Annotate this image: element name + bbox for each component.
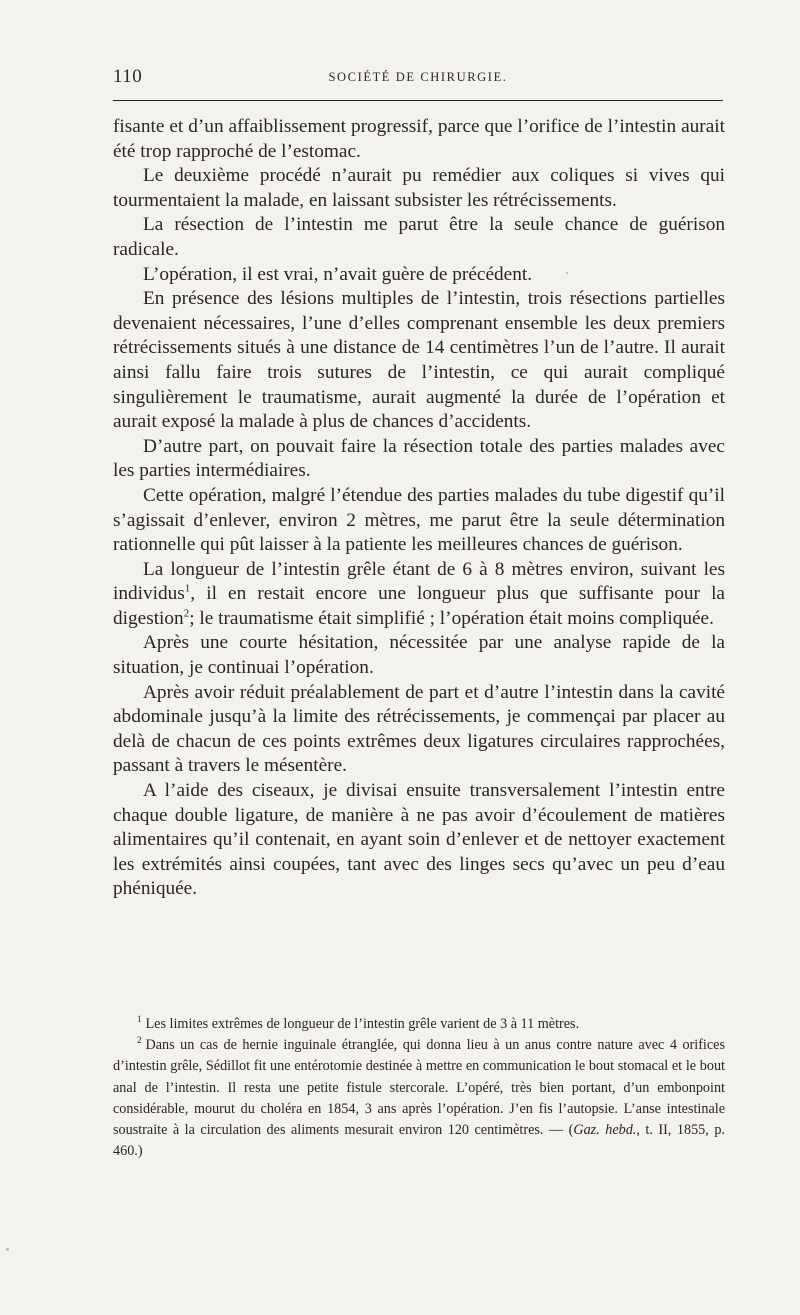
paragraph: Après une courte hésitation, nécessitée par une analyse rapide de la situation, je continuai l’opération. bbox=[113, 632, 725, 679]
paragraph: D’autre part, on pouvait faire la résection totale des parties malades avec les parties intermédiaires. bbox=[113, 435, 725, 482]
footnote bbox=[113, 1035, 725, 1162]
footnote-mark: 1 bbox=[137, 1014, 142, 1025]
footnote bbox=[113, 1014, 725, 1035]
paragraph-text: , il en restait encore une longueur plus que suffisante pour la digestion bbox=[113, 583, 725, 629]
footnotes bbox=[113, 1014, 725, 1162]
paper-speck bbox=[566, 272, 568, 274]
footnote-ref: 2 bbox=[183, 607, 190, 620]
footnote-text: Dans un cas de hernie inguinale étranglée, qui donna lieu à un anus contre nature avec 4 orifices d’intestin grêle, Sédillot fit une entérotomie destinée à mettre en communication le bout stomacal et le bout anal de l’intestin. Il resta une petite fistule stercorale. L’opéré, très bien portant, d’un embonpoint considérable, mourut du choléra en 1854, 3 ans après l’opération. J’en fis l’autopsie. L’anse intestinale soustraite à la circulation des aliments mesurait environ 120 centimètres. — ( bbox=[113, 1037, 725, 1139]
page-number: 110 bbox=[113, 66, 143, 87]
paragraph bbox=[113, 558, 725, 632]
paragraph-text: La longueur de l’intestin grêle étant de 6 à 8 mètres environ, suivant les individus bbox=[113, 558, 725, 605]
paragraph: La résection de l’intestin me parut être la seule chance de guérison radicale. bbox=[113, 214, 725, 260]
header-rule bbox=[113, 100, 723, 101]
footnote-mark: 2 bbox=[137, 1035, 142, 1046]
journal-title: Gaz. hebd. bbox=[573, 1122, 637, 1139]
footnote-ref: 1 bbox=[184, 582, 191, 595]
paragraph: Le deuxième procédé n’aurait pu remédier aux coliques si vives qui tourmentaient la malade, en laissant subsister les rétrécissements. bbox=[113, 165, 725, 211]
paper-speck bbox=[6, 1248, 9, 1251]
paragraph: fisante et d’un affaiblissement progressif, parce que l’orifice de l’intestin aurait été trop rapproché de l’estomac. bbox=[113, 116, 725, 162]
paragraph: En présence des lésions multiples de l’intestin, trois résections partielles devenaient nécessaires, l’une d’elles comprenant ensemble les deux premiers rétrécissements situés à une distance de 14 centimètres l’un de l’autre. Il aurait ainsi fallu faire trois sutures de l’intestin, ce qui aurait compliqué singulièrement le traumatisme, aurait augmenté la durée de l’opération et aurait exposé la malade à plus de chances d’accidents. bbox=[113, 288, 725, 433]
running-title: SOCIÉTÉ DE CHIRURGIE. bbox=[328, 70, 508, 84]
footnote-text: , t. II, 1855, p. 460.) bbox=[113, 1122, 725, 1160]
paragraph: Cette opération, malgré l’étendue des parties malades du tube digestif qu’il s’agissait d’enlever, environ 2 mètres, me parut être la seule détermination rationnelle qui pût laisser à la patiente les meilleures chances de guérison. bbox=[113, 484, 725, 556]
body-text bbox=[113, 115, 725, 902]
footnote-text: Les limites extrêmes de longueur de l’intestin grêle varient de 3 à 11 mètres. bbox=[145, 1016, 580, 1032]
page-header bbox=[113, 66, 723, 94]
paragraph: L’opération, il est vrai, n’avait guère de précédent. bbox=[143, 263, 533, 285]
paragraph: A l’aide des ciseaux, je divisai ensuite transversalement l’intestin entre chaque double ligature, de manière à ne pas avoir d’écoulement de matières alimentaires qu’il contenait, en ayant soin d’enlever et de nettoyer exactement les extrémités ainsi coupées, tant avec des linges secs qu’avec un peu d’eau phéniquée. bbox=[113, 780, 725, 900]
paragraph-text: ; le traumatisme était simplifié ; l’opération était moins compliquée. bbox=[189, 607, 714, 629]
paragraph: Après avoir réduit préalablement de part et d’autre l’intestin dans la cavité abdominale jusqu’à la limite des rétrécissements, je commençai par placer au delà de chacun de ces points extrêmes deux ligatures circulaires rapprochées, passant à travers le mésentère. bbox=[113, 681, 725, 777]
